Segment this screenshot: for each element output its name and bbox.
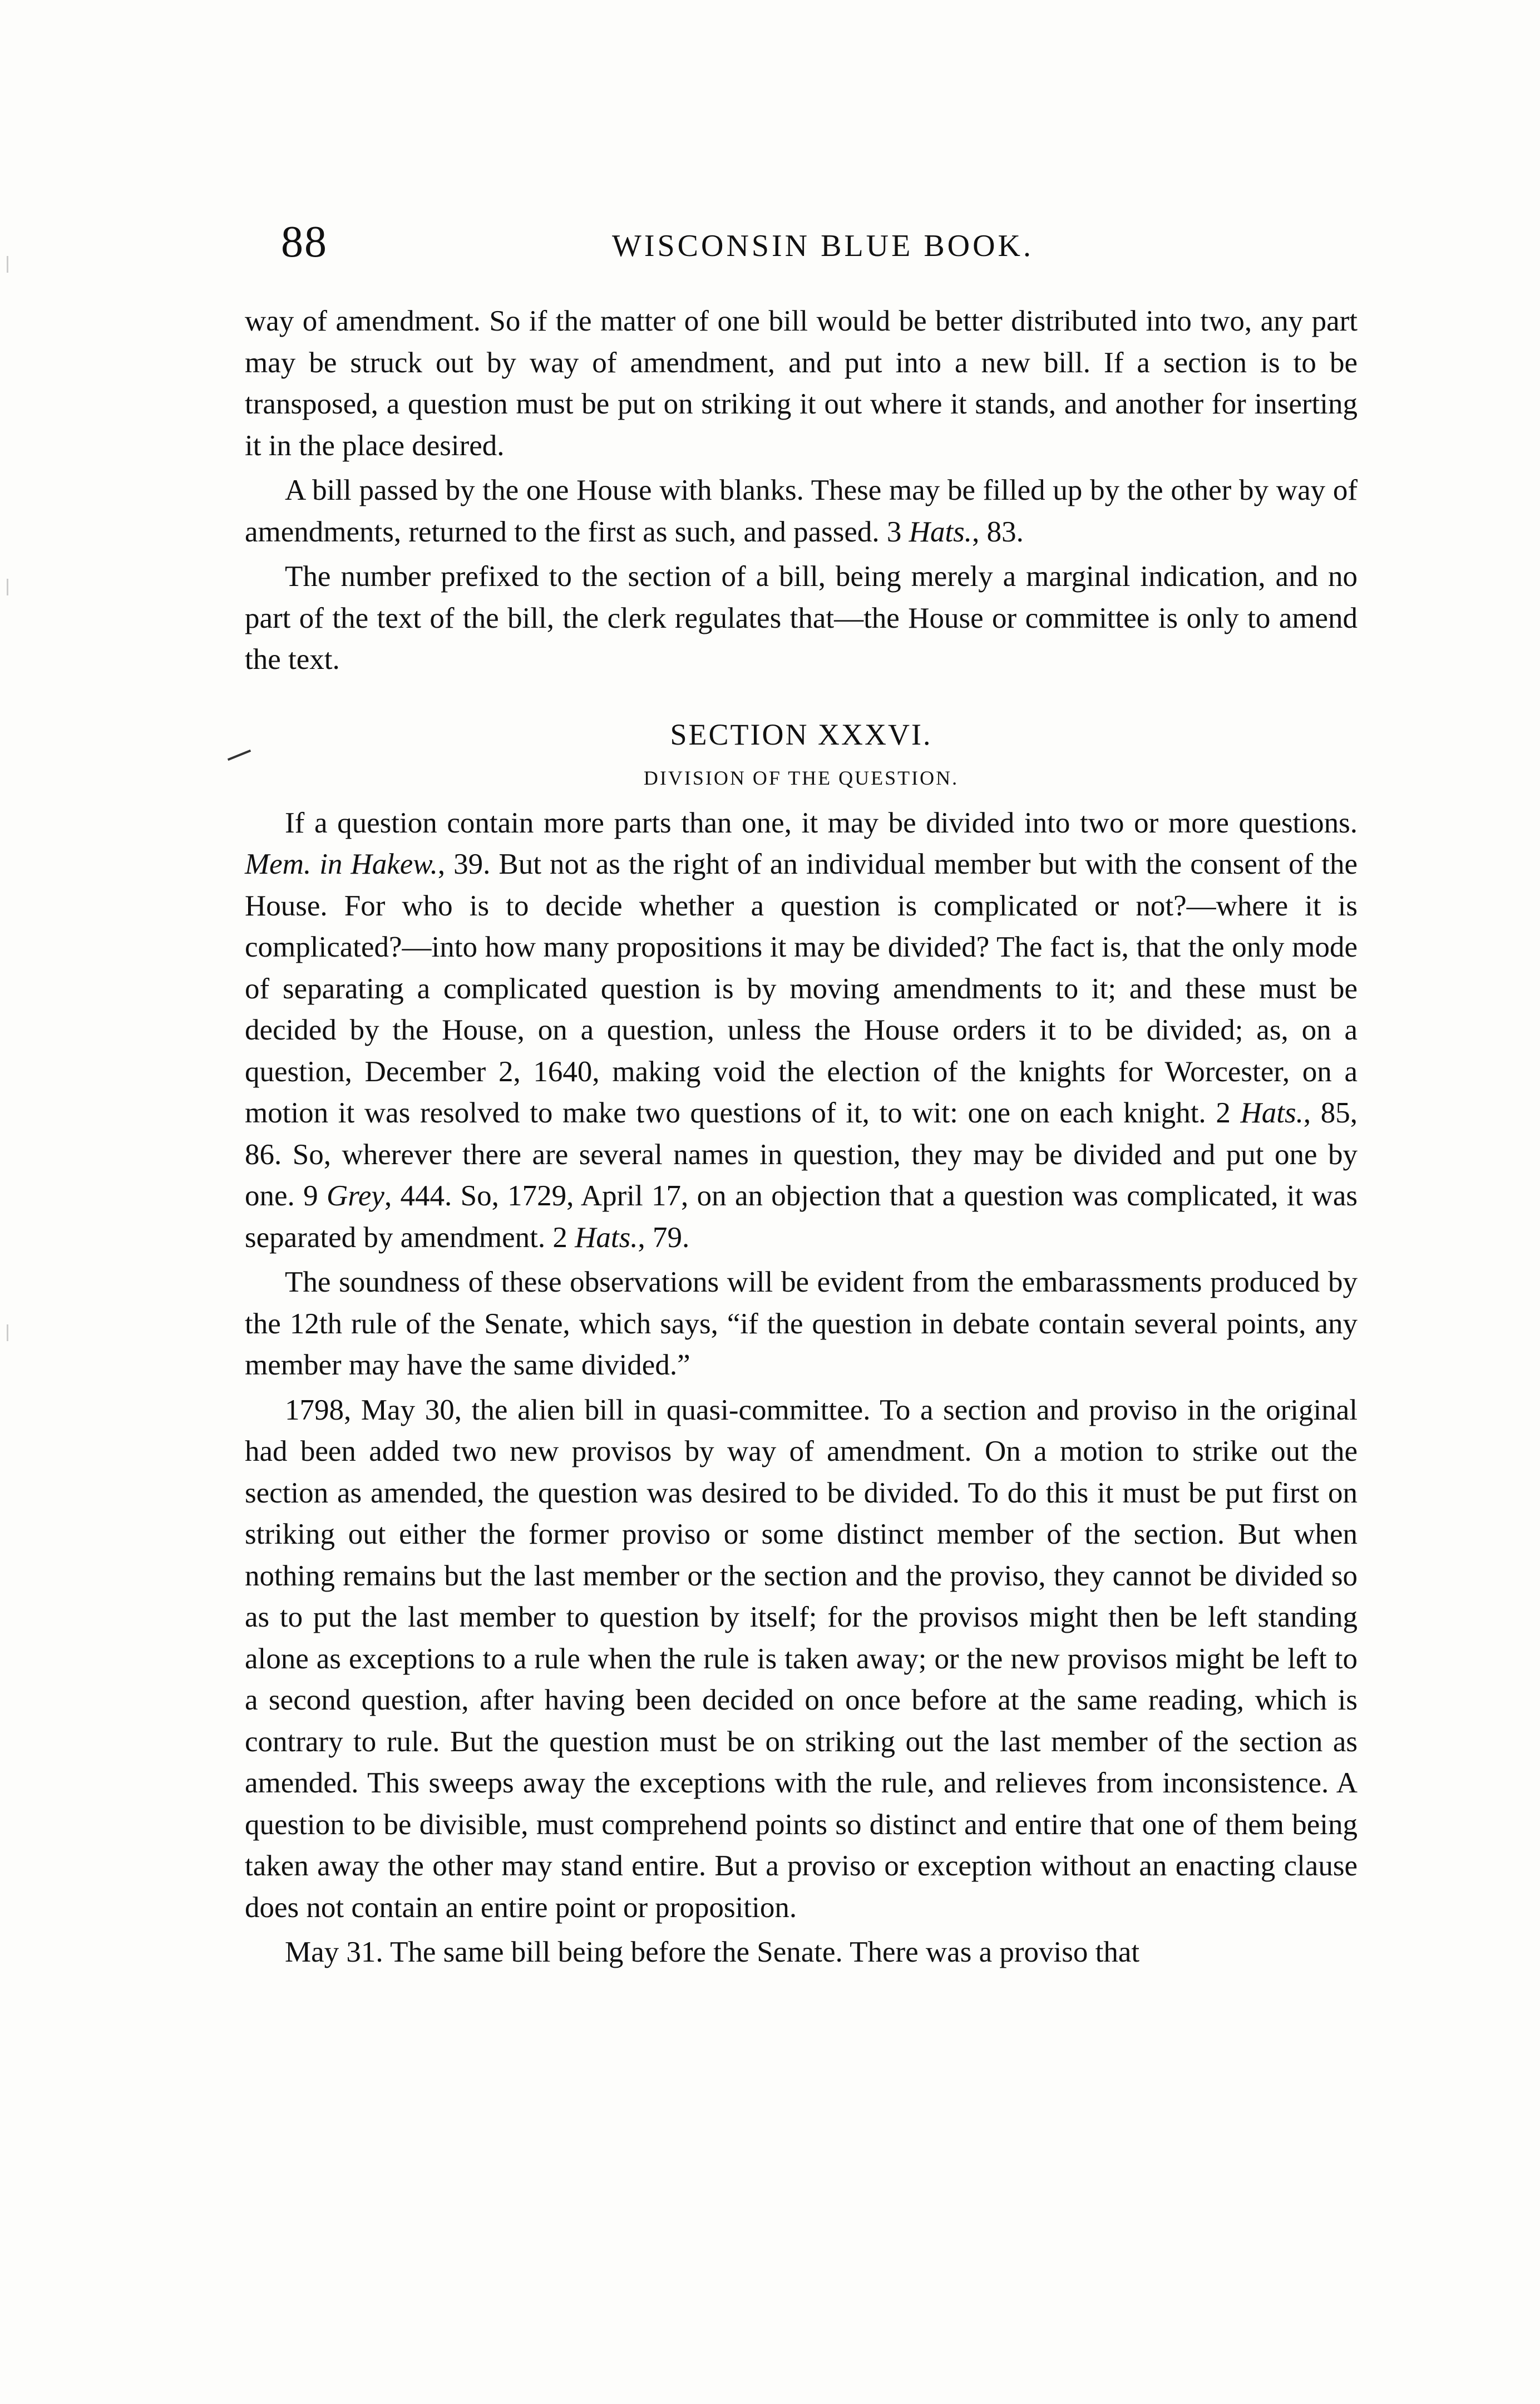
running-head: WISCONSIN BLUE BOOK. [612,229,1034,263]
citation: Hats. [1240,1097,1304,1129]
page-header [281,217,1355,278]
scan-edge-mark [7,1324,8,1341]
section-subheading: DIVISION OF THE QUESTION. [643,767,959,789]
section-heading: SECTION XXXVI. [670,717,932,751]
paragraph-division: If a question contain more parts than one, it may be divided into two or more questions. Mem. in Hakew., 39. But not as the right of an individual member but with the consent of the House. For who is to decide whether a question is complicated or not?—where it is complicated?—into how many propositions it may be divided? The fact is, that the only mode of separating a complicated question is by moving amendments to it; and these must be decided by the House, on a question, unless the House orders it to be divided; as, on a question, December 2, 1640, making void the election of the knights for Worcester, on a motion it was resolved to make two questions of it, to wit: one on each knight. 2 Hats., 85, 86. So, wherever there are several names in question, they may be divided and put one by one. 9 Grey, 444. So, 1729, April 17, on an objection that a question was complicated, it was separated by amendment. 2 Hats., 79. [245,806,1358,1254]
citation: Hats. [909,515,973,548]
body-text [245,300,1358,1977]
paragraph-soundness: The soundness of these observations will be evident from the embarassments produced by the 12th rule of the Senate, which says, “if the question in debate contain several points, any member may have the same divided.” [245,1266,1358,1381]
citation: Grey [326,1180,384,1212]
paragraph-amendment: way of amendment. So if the matter of one bill would be better distributed into two, any part may be struck out by way of amendment, and put into a new bill. If a section is to be transposed, a question must be put on striking it out where it stands, and another for inserting it in the place desired. [245,305,1358,462]
paragraph-alien-bill: 1798, May 30, the alien bill in quasi-committee. To a section and proviso in the original had been added two new provisos by way of amendment. On a motion to strike out the section as amended, the question was desired to be divided. To do this it must be put first on striking out either the former proviso or some distinct member of the section. But when nothing remains but the last member or the section and the proviso, they cannot be divided so as to put the last member to question by itself; for the provisos might then be left standing alone as exceptions to a rule when the rule is taken away; or the new provisos might be left to a second question, after having been decided on once before at the same reading, which is contrary to rule. But the question must be on striking out the last member of the section as amended. This sweeps away the exceptions with the rule, and relieves from inconsistence. A question to be divisible, must comprehend points so distinct and entire that one of them being taken away the other may stand entire. But a proviso or exception without an enacting clause does not contain an entire point or proposition. [245,1393,1358,1924]
citation: Mem. in Hakew. [245,848,438,880]
citation: Hats. [575,1221,638,1254]
paragraph-blanks: A bill passed by the one House with blanks. These may be filled up by the other by way of amendments, returned to the first as such, and passed. 3 Hats., 83. [245,474,1358,548]
scan-edge-mark [7,256,8,273]
scan-edge-mark [7,579,8,595]
paragraph-section-number: The number prefixed to the section of a bill, being merely a marginal indication, and no part of the text of the bill, the clerk regulates that—the House or committee is only to amend the text. [245,560,1358,676]
paragraph-may-31: May 31. The same bill being before the Senate. There was a proviso that [285,1936,1140,1968]
page-number: 88 [281,218,328,267]
